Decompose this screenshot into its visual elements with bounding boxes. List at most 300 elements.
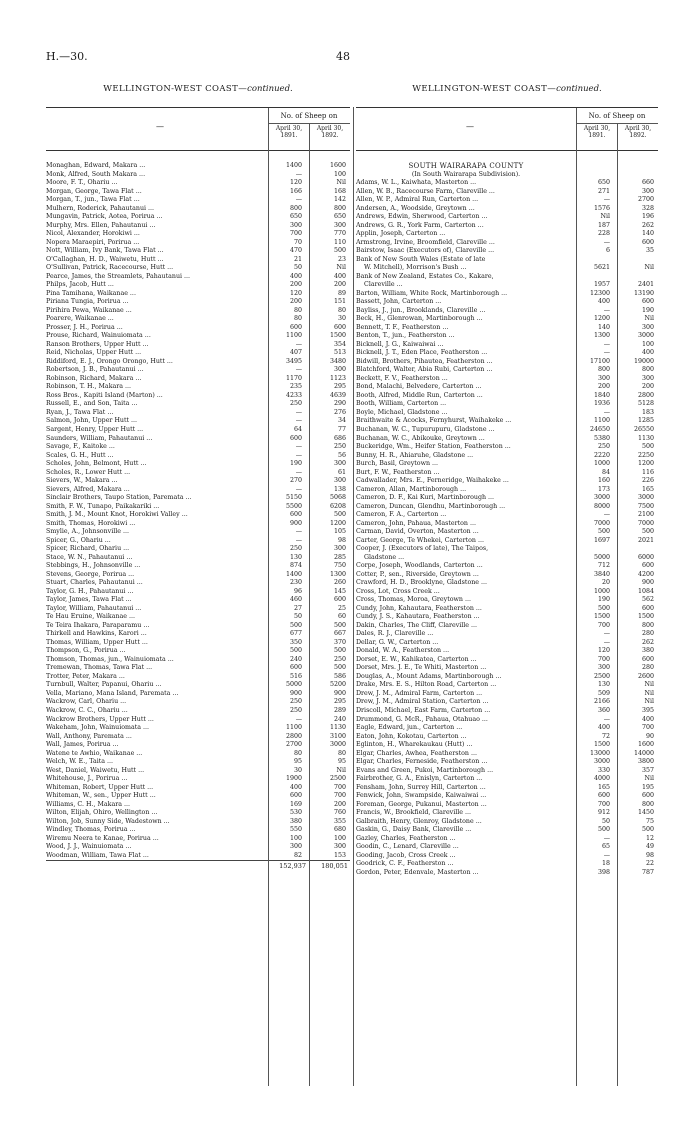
table-row [356,392,658,401]
table-row [356,613,658,622]
table-row [46,179,350,188]
owner-name: Scholes, R., Lower Hutt ... [46,468,131,476]
sheep-count-1891: 5150 [285,494,302,502]
owner-name: Poarere, Waikanae ... [46,315,114,323]
table-row [46,630,350,639]
sheep-count-1891: 130 [289,553,302,561]
sheep-count-1891: 516 [289,672,302,680]
sheep-count-1892: 500 [641,826,654,834]
sheep-count-1892: 2250 [637,451,654,459]
sheep-count-1892: 500 [641,443,654,451]
table-row [46,852,350,861]
sheep-count-1892: 3000 [637,332,654,340]
sheep-count-1892: 600 [641,298,654,306]
left-table [46,107,350,872]
table-row [46,298,350,307]
table-row [46,349,350,358]
sheep-count-1891: 250 [289,400,302,408]
sheep-count-1892: 200 [641,383,654,391]
sheep-count-1892: 1130 [329,724,346,732]
sheep-count-1891: — [603,630,610,638]
owner-name: Savage, F., Kaitoke ... [46,443,115,451]
table-row [46,520,350,529]
table-row [356,537,658,546]
table-row [356,349,658,358]
sheep-count-1891: 169 [289,800,302,808]
table-row [46,826,350,835]
table-row [356,281,658,290]
table-row [356,690,658,699]
sheep-count-1891: 6 [605,247,610,255]
sheep-count-1891: 650 [289,213,302,221]
sheep-count-1891: 500 [597,604,610,612]
sheep-count-1892: 2800 [637,391,654,399]
table-row [46,528,350,537]
sheep-count-1892: 4200 [637,570,654,578]
sheep-count-1891: 12300 [589,289,610,297]
sheep-count-1892: Nil [644,698,654,706]
owner-name: Taylor, James, Tawa Flat ... [46,596,132,604]
owner-name: Wackrow Brothers, Upper Hutt ... [46,715,154,723]
owner-name: Murphy, Mrs. Ellen, Pahautanui ... [46,221,156,229]
table-row [46,435,350,444]
sheep-count-1892: 667 [333,630,346,638]
sheep-count-1891: 160 [597,477,610,485]
table-row [46,775,350,784]
page-number: 48 [336,50,350,63]
sheep-count-1891: 166 [289,187,302,195]
table-row [356,818,658,827]
owner-name: Monk, Alfred, South Makara ... [46,170,146,178]
table-row [46,733,350,742]
owner-name: Moore, F. T., Ohariu ... [46,179,118,187]
owner-name: Bayliss, J., jun., Brooklands, Clareville ... [356,306,486,314]
owner-name: Eagle, Edward, jun., Carterton ... [356,724,463,732]
sheep-count-1891: 530 [289,809,302,817]
right-col-rule [617,149,618,1086]
sheep-count-1892: 5068 [329,494,346,502]
table-row [356,247,658,256]
sheep-count-1891: 50 [601,817,610,825]
sheep-count-1892: 98 [645,851,654,859]
sheep-count-1891: — [603,408,610,416]
sheep-count-1892: 200 [333,800,346,808]
sheep-count-1892: 300 [641,187,654,195]
owner-name: Gladstone ... [364,553,405,561]
owner-name: Windley, Thomas, Porirua ... [46,826,136,834]
table-row [46,426,350,435]
sheep-count-1892: 116 [641,468,654,476]
table-row [356,605,658,614]
table-row [356,681,658,690]
table-row [46,273,350,282]
owner-name: West, Daniel, Waiwetu, Hutt ... [46,766,145,774]
owner-name: Nopera Maraepiri, Porirua ... [46,238,140,246]
sheep-count-1891: — [295,528,302,536]
page-header [0,50,700,64]
sheep-count-1891: 874 [289,562,302,570]
sheep-count-1892: 2700 [637,196,654,204]
owner-name: Robertson, J. B., Pahautanui ... [46,366,144,374]
sheep-count-1891: 398 [597,868,610,876]
sheep-count-1891: 500 [597,528,610,536]
sheep-count-1892: 6208 [329,502,346,510]
owner-name: Galbraith, Henry, Glenroy, Gladstone ... [356,817,482,825]
owner-name: Booth, Alfred, Middle Run, Carterton ... [356,391,483,399]
table-row [356,579,658,588]
sheep-count-1891: 1400 [285,162,302,169]
owner-name: Wakeham, John, Wainuiomata ... [46,724,150,732]
owner-name: Vella, Mariano, Mana Island, Paremata ... [46,689,179,697]
owner-name: Foreman, George, Pukanui, Masterton ... [356,800,487,808]
table-row [356,205,658,214]
owner-name: Fenwick, John, Swampside, Kaiwaiwai ... [356,792,487,800]
sheep-count-1892: 2401 [637,281,654,289]
table-row [46,664,350,673]
owner-name: Buckeridge, Wm., Heifer Station, Featherston ... [356,443,511,451]
owner-name: Sargent, Henry, Upper Hutt ... [46,425,144,433]
sheep-count-1892: Nil [644,681,654,689]
table-row [46,290,350,299]
owner-name: Evans and Green, Pukoi, Martinborough ... [356,766,494,774]
sheep-count-1891: 18 [601,860,610,868]
table-row [46,375,350,384]
sheep-count-1892: 140 [641,230,654,238]
table-row [46,673,350,682]
table-row [356,486,658,495]
sheep-count-1892: 1500 [637,613,654,621]
sheep-count-1892: 787 [641,868,654,876]
sheep-count-1891: 1100 [593,417,610,425]
table-row [46,647,350,656]
sheep-count-1892: Nil [644,689,654,697]
sheep-count-1891: 2166 [593,698,610,706]
owner-name: Fensham, John, Surrey Hill, Carterton ... [356,783,486,791]
sheep-count-1892: 80 [337,306,346,314]
table-row [46,690,350,699]
owner-name: Bicknell, J. G., Kaiwaiwai ... [356,340,444,348]
sheep-count-1891: 120 [597,647,610,655]
sheep-count-1891: 3000 [593,758,610,766]
owner-name: Burch, Basil, Greytown ... [356,460,439,468]
table-row [46,801,350,810]
owner-name: Nicol, Alexander, Horokiwi ... [46,230,140,238]
sheep-count-1891: 350 [289,638,302,646]
table-row [356,273,658,282]
table-row [356,366,658,375]
sheep-count-1891: 1000 [593,587,610,595]
sheep-count-1892: 280 [641,664,654,672]
table-row [46,460,350,469]
sheep-count-1891: 2220 [593,451,610,459]
sheep-count-1892: 500 [333,511,346,519]
table-row [356,188,658,197]
sheep-count-1891: — [295,170,302,178]
sheep-count-1892: 262 [641,221,654,229]
table-row [46,656,350,665]
table-row [46,588,350,597]
sheep-count-1892: 1450 [637,809,654,817]
table-row [46,477,350,486]
sheep-count-1892: 700 [333,792,346,800]
owner-name: Adams, W. L., Kaiwhata, Masterton ... [356,179,477,187]
owner-name: Drew, J. M., Admiral Farm, Carterton ... [356,689,483,697]
divider [617,124,618,150]
owner-name: Turnbull, Walter, Papanui, Ohariu ... [46,681,162,689]
sheep-count-1892: Nil [644,775,654,783]
table-row [356,307,658,316]
sheep-count-1891: 2700 [285,741,302,749]
table-row [46,222,350,231]
sheep-count-1892: 26550 [633,425,654,433]
sheep-count-1891: 1100 [285,724,302,732]
sheep-count-1891: 677 [289,630,302,638]
owner-name: Smith, J. M., Mount Knot, Horokiwi Valley ... [46,511,188,519]
sheep-count-1891: 2800 [285,732,302,740]
year-1892-header: April 30, 1892. [624,125,652,139]
sheep-count-1891: — [603,511,610,519]
owner-name: Cameron, D. F., Kai Kuri, Martinborough ... [356,494,495,502]
owner-name: Salmon, John, Upper Hutt ... [46,417,138,425]
sheep-count-1891: 2500 [593,672,610,680]
owner-name: Prosser, J. H., Porirua ... [46,323,123,331]
sheep-count-1892: 190 [641,306,654,314]
sheep-count-1892: 3800 [637,758,654,766]
sheep-count-1891: 470 [289,247,302,255]
owner-name: Williams, C. H., Makara ... [46,800,131,808]
owner-name: Bunny, H. R., Ahiaruhe, Gladstone ... [356,451,474,459]
sheep-count-1892: 95 [337,758,346,766]
owner-name: Braithwaite & Acocks, Fernyhurst, Waihakeke ... [356,417,512,425]
sheep-count-1892: 500 [333,621,346,629]
owner-name: Wood, J. J., Wainuiomata ... [46,843,132,851]
sheep-count-1891: — [295,366,302,374]
sheep-count-1891: 65 [601,843,610,851]
table-row [356,869,658,878]
right-col-rule [576,149,577,1086]
sheep-count-1892: 680 [333,826,346,834]
sheep-count-1891: 80 [293,306,302,314]
table-row [356,417,658,426]
left-column-title: WELLINGTON-WEST COAST—continued. [103,84,293,94]
sheep-count-1892: 586 [333,672,346,680]
sheep-count-1892: 105 [333,528,346,536]
owner-name: Cameron, Allan, Martinborough ... [356,485,467,493]
sheep-count-1891: 700 [289,230,302,238]
owner-name: Goodrick, C. F., Featherston ... [356,860,454,868]
sheep-count-1891: — [295,408,302,416]
sheep-count-1892: 800 [641,366,654,374]
sheep-count-1891: 600 [289,434,302,442]
year-1891-header: April 30, 1891. [583,125,611,139]
table-row [46,792,350,801]
sheep-count-1892: 35 [645,247,654,255]
sheep-count-1892: 562 [641,596,654,604]
table-row [46,307,350,316]
owner-name: Te Hau Eruine, Waikanae ... [46,613,136,621]
owner-name: Dales, R. J., Clareville ... [356,630,434,638]
owner-name: Bank of New South Wales (Estate of late [356,255,486,263]
page-reference: H.—30. [46,50,88,63]
sheep-count-1891: 235 [289,383,302,391]
year-1891-header: April 30, 1891. [275,125,303,139]
table-row [46,843,350,852]
table-row [46,366,350,375]
sheep-count-1892: 395 [641,707,654,714]
sheep-count-1892: 19000 [633,357,654,365]
sheep-count-1892: 100 [333,170,346,178]
sheep-count-1892: 25 [337,604,346,612]
owner-name: Bennett, T. F., Featherston ... [356,323,449,331]
sheep-count-1891: 72 [601,732,610,740]
sheep-count-1892: 513 [333,349,346,357]
sheep-count-header: No. of Sheep on [268,109,350,124]
sheep-count-1891: 228 [597,230,610,238]
sheep-count-1892: 226 [641,477,654,485]
sheep-count-1892: 500 [333,664,346,672]
table-row [356,716,658,725]
sheep-count-1891: 1500 [593,613,610,621]
owner-name: Cameron, Duncan, Glendhu, Martinborough ... [356,502,506,510]
table-row [356,562,658,571]
sheep-count-1892: Nil [644,264,654,272]
owner-name: Cross, Thomas, Moroa, Greytown ... [356,596,471,604]
sheep-count-1892: 600 [333,596,346,604]
sheep-count-1892: 276 [333,408,346,416]
sheep-count-1892: 200 [333,281,346,289]
owner-name: Wackrow, C. C., Ohariu ... [46,707,128,714]
table-row [356,494,658,503]
sheep-count-1892: Nil [336,179,346,187]
sheep-count-1891: 600 [289,511,302,519]
sheep-count-1892: 354 [333,340,346,348]
owner-name: Drummond, G. McR., Pahaua, Otahuao ... [356,715,488,723]
owner-name: Thomson, Thomas, jun., Wainuiomata ... [46,655,174,663]
sheep-count-1891: 100 [289,834,302,842]
sheep-count-1892: 142 [333,196,346,204]
table-row [46,537,350,546]
table-row [46,681,350,690]
sheep-count-1892: 195 [641,783,654,791]
table-row [46,417,350,426]
sheep-count-1892: 56 [337,451,346,459]
sheep-count-1891: 70 [293,238,302,246]
sheep-count-1892: 290 [333,400,346,408]
sheep-count-1891: — [603,851,610,859]
sheep-count-1891: 1200 [593,315,610,323]
table-row [356,750,658,759]
sheep-count-1892: 600 [641,792,654,800]
owner-name: Carman, David, Overton, Masterton ... [356,528,479,536]
sheep-count-1892: 75 [645,817,654,825]
owner-name: Booth, William, Carterton ... [356,400,447,408]
sheep-count-1891: 50 [293,613,302,621]
sheep-count-1891: 5000 [285,681,302,689]
owner-name: Cundy, J. S., Kahautara, Featherston ... [356,613,480,621]
sheep-count-1891: 1400 [285,570,302,578]
table-row [46,698,350,707]
owner-name: Elgar, Charles, Ferneside, Featherston ... [356,758,488,766]
sheep-count-1891: 165 [597,783,610,791]
table-row [46,230,350,239]
sheep-count-1892: 1300 [329,570,346,578]
sheep-count-1892: 22 [645,860,654,868]
sheep-count-1891: 80 [293,315,302,323]
sheep-count-1891: 230 [289,579,302,587]
owner-name: Barton, William, White Rock, Martinborough ... [356,289,508,297]
right-table [356,107,658,877]
sheep-count-1892: 300 [333,221,346,229]
table-row [46,239,350,248]
owner-name: Gaskin, G., Daisy Bank, Clareville ... [356,826,472,834]
sheep-count-1892: 295 [333,698,346,706]
owner-name: Trotter, Peter, Makara ... [46,672,125,680]
owner-name: Wall, James, Porirua ... [46,741,119,749]
sheep-count-1891: — [603,349,610,357]
sheep-count-1891: 30 [293,766,302,774]
table-row [46,758,350,767]
owner-name: Beck, H., Glenrowan, Martinborough ... [356,315,483,323]
owner-name: Robinson, Richard, Makara ... [46,374,142,382]
table-row [356,775,658,784]
sheep-count-1892: Nil [336,766,346,774]
table-row [356,639,658,648]
owner-name: Cameron, F. A., Carterton ... [356,511,447,519]
owner-name: Taylor, G. H., Pahautanui ... [46,587,134,595]
sheep-count-1892: 165 [641,485,654,493]
owner-name: Burt, F. W., Featherston ... [356,468,440,476]
sheep-count-1892: 300 [333,477,346,485]
sheep-count-1892: 5128 [637,400,654,408]
sheep-count-1891: 120 [289,179,302,187]
sheep-count-1891: 912 [597,809,610,817]
sheep-count-1891: — [603,340,610,348]
table-row [46,511,350,520]
sheep-count-1892: 262 [641,638,654,646]
sheep-count-1891: 250 [289,707,302,714]
owner-name: Armstrong, Irvine, Broomfield, Clareville ... [356,238,495,246]
owner-name: Sievers, Alfred, Makara ... [46,485,130,493]
sheep-count-1891: — [295,417,302,425]
owner-name: Andrews, G. R., York Farm, Carterton ... [356,221,484,229]
table-row [46,605,350,614]
sheep-count-1891: 1840 [593,391,610,399]
sheep-count-1891: 250 [597,443,610,451]
sheep-count-1892: 800 [641,800,654,808]
table-row [46,571,350,580]
table-row [46,579,350,588]
sheep-count-1892: Nil [644,315,654,323]
table-row [46,332,350,341]
owner-name: Stebbings, H., Johnsonville ... [46,562,141,570]
owner-name: Monaghan, Edward, Makara ... [46,162,146,169]
sheep-count-1892: 153 [333,851,346,859]
owner-name: Carter, George, Te Whekei, Carterton ... [356,536,484,544]
table-row [356,656,658,665]
sheep-count-1892: 1200 [637,460,654,468]
table-row [46,767,350,776]
owner-name: Wiremu Neera te Kanae, Porirua ... [46,834,159,842]
owner-name: Whitehouse, J., Porirua ... [46,775,128,783]
owner-name: Spicer, G., Ohariu ... [46,536,111,544]
sheep-count-1892: 138 [333,485,346,493]
divider [576,108,577,150]
owner-name: Morgan, T., jun., Tawa Flat ... [46,196,140,204]
sheep-count-1891: 95 [293,758,302,766]
sheep-count-1891: — [603,834,610,842]
sheep-count-1892: 650 [333,213,346,221]
owner-name: Reid, Nicholas, Upper Hutt ... [46,349,142,357]
